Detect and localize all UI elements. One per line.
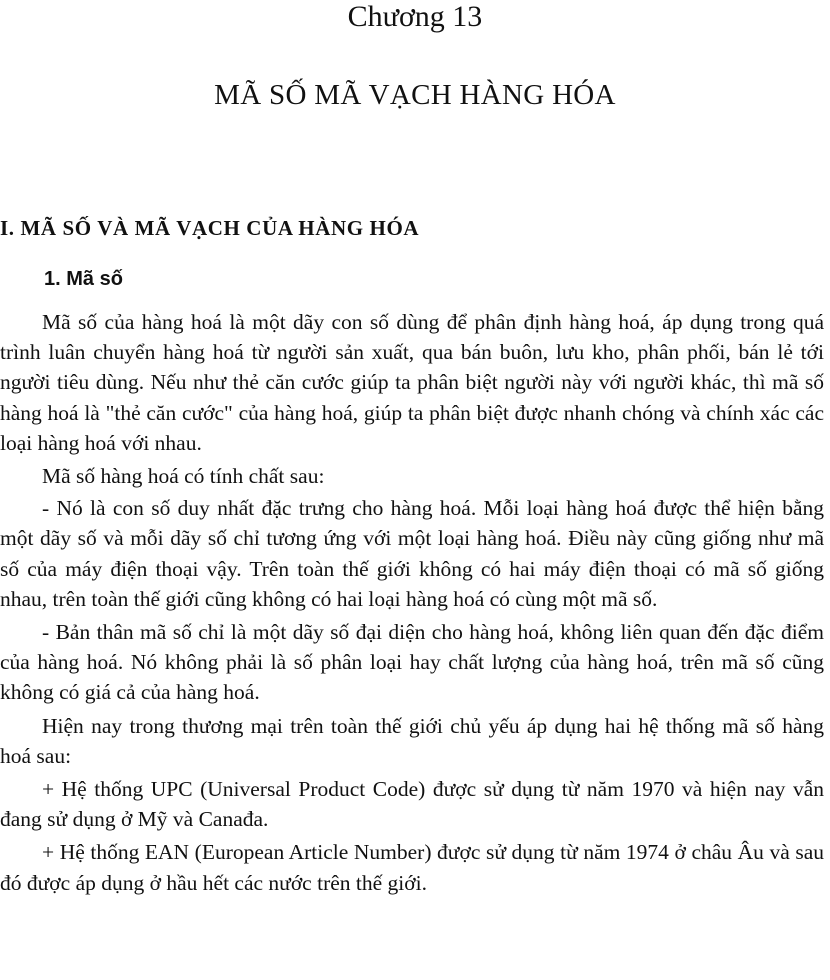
section-heading: I. MÃ SỐ VÀ MÃ VẠCH CỦA HÀNG HÓA bbox=[0, 216, 420, 240]
paragraph-systems-intro: Hiện nay trong thương mại trên toàn thế giới chủ yếu áp dụng hai hệ thống mã số hàng hoá sau: bbox=[0, 713, 824, 768]
paragraph-upc-system: + Hệ thống UPC (Universal Product Code) được sử dụng từ năm 1970 và hiện nay vẫn đang sử dụng ở Mỹ và Canađa. bbox=[0, 777, 824, 832]
paragraph-definition: Mã số của hàng hoá là một dãy con số dùng để phân định hàng hoá, áp dụng trong quá trình luân chuyển hàng hoá từ người sản xuất, qua bán buôn, lưu kho, phân phối, bán lẻ tới người tiêu dùng. Nếu như thẻ căn cước giúp ta phân biệt người này với người khác, thì mã số hàng hoá là "thẻ căn cước" của hàng hoá, giúp ta phân biệt được nhanh chóng và chính xác các loại hàng hoá với nhau. bbox=[0, 310, 824, 455]
paragraph-ean-system: + Hệ thống EAN (European Article Number) được sử dụng từ năm 1974 ở châu Âu và sau đó được áp dụng ở hầu hết các nước trên thế giới. bbox=[0, 840, 824, 895]
paragraph-property-representative: - Bản thân mã số chỉ là một dãy số đại diện cho hàng hoá, không liên quan đến đặc điểm của hàng hoá. Nó không phải là số phân loại hay chất lượng của hàng hoá, trên mã số cũng không có giá cả của hàng hoá. bbox=[0, 620, 824, 705]
chapter-title: MÃ SỐ MÃ VẠCH HÀNG HÓA bbox=[214, 79, 616, 111]
body-text bbox=[0, 307, 824, 901]
chapter-label: Chương 13 bbox=[347, 0, 483, 33]
subsection-heading: 1. Mã số bbox=[44, 268, 123, 290]
paragraph-property-unique: - Nó là con số duy nhất đặc trưng cho hàng hoá. Mỗi loại hàng hoá được thể hiện bằng một dãy số và mỗi dãy số chỉ tương ứng với một loại hàng hoá. Điều này cũng giống như mã số của máy điện thoại vậy. Trên toàn thế giới không có hai máy điện thoại có mã số giống nhau, trên toàn thế giới cũng không có hai loại hàng hoá có cùng một mã số. bbox=[0, 496, 824, 611]
paragraph-properties-intro: Mã số hàng hoá có tính chất sau: bbox=[42, 464, 325, 489]
